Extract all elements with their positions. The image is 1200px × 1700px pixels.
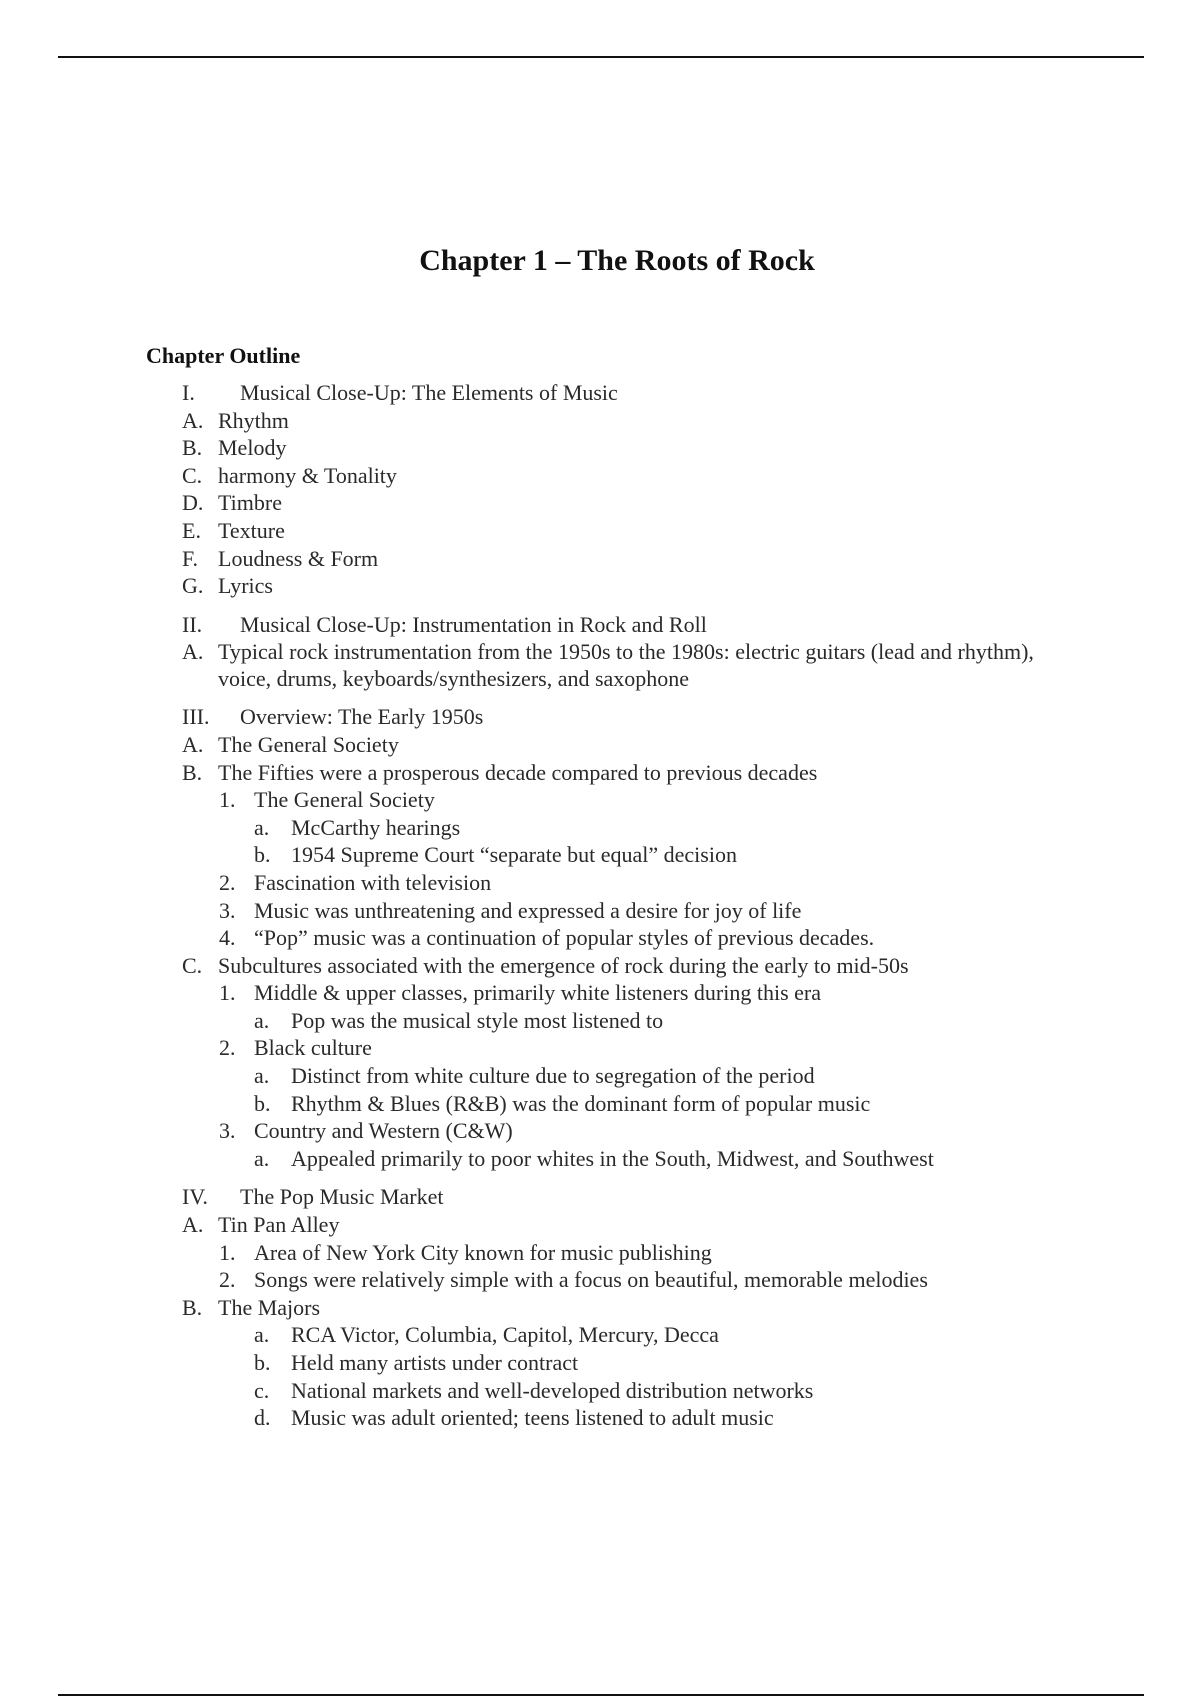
outline-marker: A. [182, 407, 204, 433]
outline-text: Timbre [218, 490, 282, 516]
outline-subitem [0, 924, 1200, 952]
outline-section [0, 1183, 1200, 1211]
outline-subsubitem [0, 1062, 1200, 1090]
outline-text: National markets and well-developed distribution networks [291, 1377, 814, 1403]
outline-subitem [0, 1117, 1200, 1145]
outline-section [0, 611, 1200, 639]
outline-text: The General Society [218, 731, 399, 757]
outline-text: Melody [218, 435, 287, 461]
outline-text: Country and Western (C&W) [254, 1118, 513, 1144]
outline-item [0, 489, 1200, 517]
header-rule [58, 56, 1144, 58]
outline-marker: a. [254, 1007, 270, 1033]
outline-item [0, 638, 1200, 692]
outline-marker: 2. [219, 1267, 236, 1293]
outline-subsubitem [0, 1321, 1200, 1349]
outline-item [0, 759, 1200, 787]
outline-text: Appealed primarily to poor whites in the South, Midwest, and Southwest [291, 1145, 934, 1171]
outline-marker: 1. [219, 1239, 236, 1265]
outline-subsubitem [0, 1404, 1200, 1432]
outline-subsubitem [0, 1145, 1200, 1173]
outline-heading: Chapter Outline [146, 343, 301, 368]
outline-text: Music was unthreatening and expressed a desire for joy of life [254, 897, 802, 923]
outline-text: Music was adult oriented; teens listened to adult music [291, 1405, 774, 1431]
outline-marker: A. [182, 731, 204, 757]
outline-subsubitem [0, 814, 1200, 842]
outline-text: 1954 Supreme Court “separate but equal” decision [291, 842, 737, 868]
outline-marker: I. [182, 380, 195, 405]
footer-rule [58, 1694, 1144, 1696]
outline-text: The General Society [254, 787, 435, 813]
outline-subitem [0, 1239, 1200, 1267]
outline-subitem [0, 786, 1200, 814]
outline-section [0, 703, 1200, 731]
outline-marker: IV. [182, 1184, 208, 1210]
outline-item [0, 1294, 1200, 1322]
outline-subitem [0, 897, 1200, 925]
outline-text: RCA Victor, Columbia, Capitol, Mercury, Decca [291, 1322, 719, 1348]
outline-marker: b. [254, 1350, 271, 1375]
outline-item [0, 572, 1200, 600]
outline-subitem [0, 1034, 1200, 1062]
outline-text: Lyrics [218, 573, 273, 599]
outline-marker: d. [254, 1405, 271, 1431]
outline-marker: b. [254, 1090, 271, 1116]
outline-item [0, 731, 1200, 759]
outline-text: Black culture [254, 1035, 372, 1061]
outline-text: Musical Close-Up: Instrumentation in Rock and Roll [240, 611, 707, 637]
outline-marker: C. [182, 952, 203, 978]
outline-text: Musical Close-Up: The Elements of Music [240, 380, 618, 405]
outline-marker: A. [182, 1212, 204, 1238]
outline-item [0, 545, 1200, 573]
outline-item [0, 462, 1200, 490]
outline-marker: A. [182, 639, 204, 665]
outline-marker: c. [254, 1377, 270, 1403]
outline-text: Area of New York City known for music publishing [254, 1239, 712, 1265]
outline-subsubitem [0, 841, 1200, 869]
outline-subitem [0, 1266, 1200, 1294]
outline-marker: b. [254, 842, 271, 868]
outline-subsubitem [0, 1377, 1200, 1405]
chapter-title: Chapter 1 – The Roots of Rock [419, 244, 815, 277]
outline-marker: B. [182, 759, 203, 785]
outline-item [0, 517, 1200, 545]
outline-text: Rhythm [218, 407, 289, 433]
outline-item [0, 434, 1200, 462]
outline-item [0, 952, 1200, 980]
outline-marker: a. [254, 814, 270, 840]
outline-text: Overview: The Early 1950s [240, 704, 484, 730]
outline-text: Pop was the musical style most listened to [291, 1007, 664, 1033]
outline-text: The Fifties were a prosperous decade compared to previous decades [218, 759, 818, 785]
outline-subsubitem [0, 1349, 1200, 1377]
outline-marker: 2. [219, 869, 236, 895]
outline-text: Distinct from white culture due to segregation of the period [291, 1063, 815, 1089]
outline-item [0, 1211, 1200, 1239]
outline-text: Fascination with television [254, 869, 492, 895]
outline-text: Subcultures associated with the emergence of rock during the early to mid-50s [218, 952, 909, 978]
outline-marker: 3. [219, 897, 236, 923]
outline-marker: B. [182, 1294, 203, 1320]
outline-marker: D. [182, 490, 204, 516]
outline-marker: B. [182, 435, 203, 461]
outline-text: Middle & upper classes, primarily white listeners during this era [254, 980, 821, 1006]
outline-text: Texture [218, 517, 285, 543]
outline-marker: F. [182, 545, 198, 571]
outline-text: The Pop Music Market [240, 1184, 444, 1210]
outline-marker: a. [254, 1145, 270, 1171]
outline-marker: 1. [219, 980, 236, 1006]
outline-subsubitem [0, 1090, 1200, 1118]
outline-text: Loudness & Form [218, 545, 379, 571]
outline-text: harmony & Tonality [218, 462, 397, 488]
outline-section [0, 379, 1200, 407]
outline-marker: III. [182, 704, 210, 730]
outline-text: Songs were relatively simple with a focus on beautiful, memorable melodies [254, 1267, 928, 1293]
outline-marker: C. [182, 462, 203, 488]
outline-marker: II. [182, 611, 203, 637]
outline-marker: E. [182, 517, 201, 543]
outline-item [0, 407, 1200, 435]
outline-subsubitem [0, 1007, 1200, 1035]
outline-text: Rhythm & Blues (R&B) was the dominant form of popular music [291, 1090, 871, 1116]
outline-marker: G. [182, 573, 204, 599]
outline-marker: a. [254, 1063, 270, 1089]
outline-text: Tin Pan Alley [218, 1212, 340, 1238]
outline-subitem [0, 869, 1200, 897]
outline-text: The Majors [218, 1294, 321, 1320]
outline-text: McCarthy hearings [291, 814, 461, 840]
outline-text: Typical rock instrumentation from the 1950s to the 1980s: electric guitars (lead and rhythm), voice, drums, keyboards/synthesizers, and saxophone [218, 639, 1034, 692]
outline-marker: 4. [219, 925, 236, 951]
outline-marker: 1. [219, 787, 236, 813]
outline-subitem [0, 979, 1200, 1007]
outline-text: “Pop” music was a continuation of popular styles of previous decades. [254, 925, 875, 951]
chapter-outline [0, 379, 1200, 1432]
outline-marker: 2. [219, 1035, 236, 1061]
outline-marker: 3. [219, 1118, 236, 1144]
outline-text: Held many artists under contract [291, 1350, 579, 1375]
outline-marker: a. [254, 1322, 270, 1348]
